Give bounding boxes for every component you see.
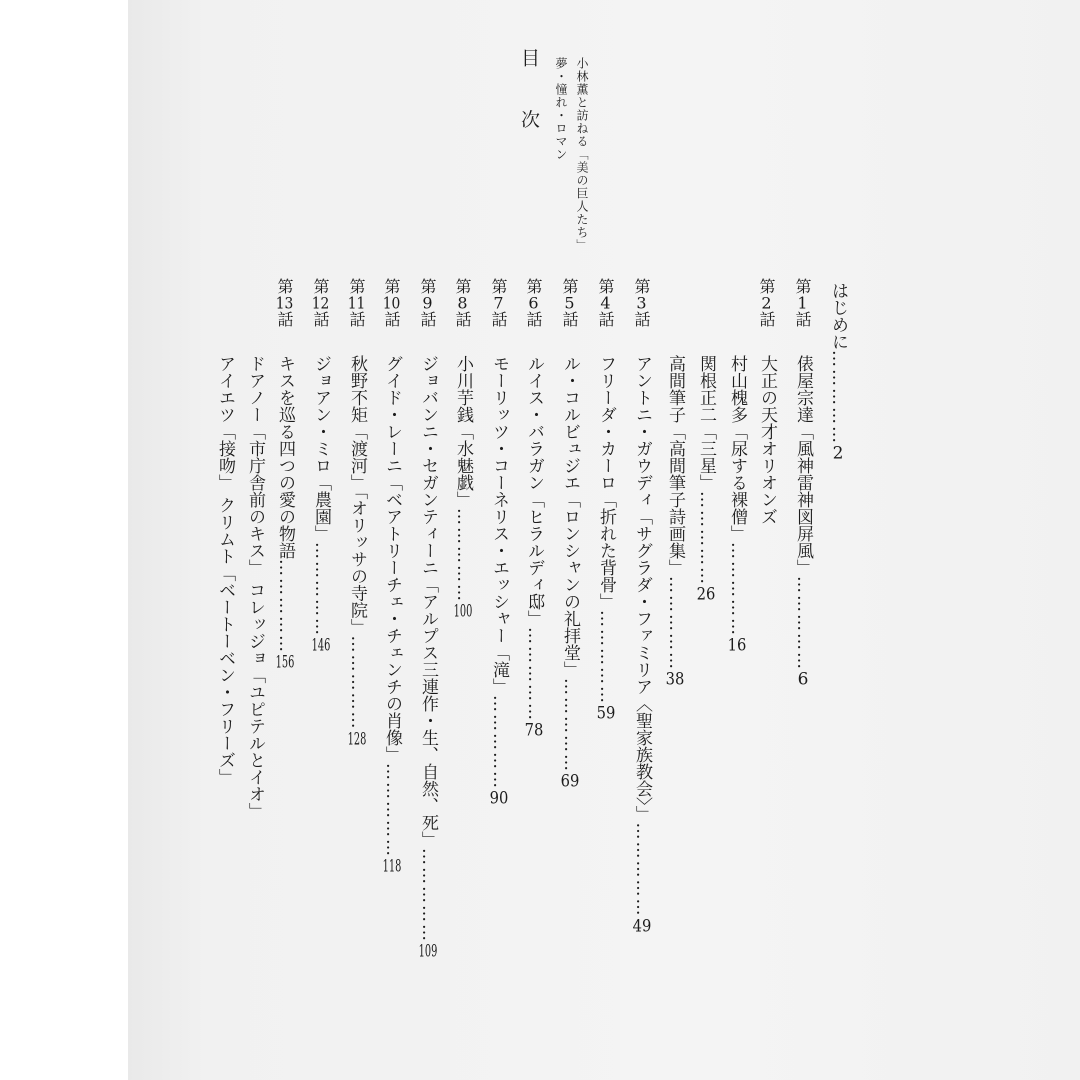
dot-leader: …………… [596,610,616,705]
chapter-number-value: 2 [761,295,772,311]
chapter-12-number: 第12話 [311,278,330,328]
chapter-number-value: 7 [493,295,504,311]
dot-leader: …………… [489,695,509,790]
entry-title: フリーダ・カーロ「折れた背骨」 [596,355,616,610]
page-number: 156 [275,654,295,671]
chapter-8-number: 第8話 [453,278,472,328]
page-number: 16 [727,637,747,654]
dot-leader: …………… [632,822,652,918]
chapter-number-value: 13 [275,295,294,311]
page-number: 90 [489,790,509,807]
toc-entry-chapter-12 [348,355,365,748]
entry-title: ジョアン・ミロ「農園」 [311,355,331,542]
toc-entry-kiss-stories-line3 [216,355,233,785]
chapter-7-number: 第7話 [489,278,508,328]
toc-entry-chapter-2 [758,355,775,525]
page-number: 49 [632,917,652,935]
dot-leader: …………… [418,848,438,943]
entry-title: ジョバンニ・セガンティーニ「アルプス三連作・生、自然、死」 [418,355,438,848]
dot-leader: …………… [828,350,848,445]
dot-leader: …………… [524,627,544,722]
entry-title: 関根正二「三星」 [696,355,716,491]
dot-leader: …………… [311,542,331,637]
toc-entry-chapter-8 [490,355,507,807]
book-subtitle-tagline: 夢・憧れ・ロマン [554,57,568,161]
entry-title: 小川芋銭「水魅戯」 [453,355,473,508]
toc-title: 目 次 [518,48,540,147]
book-subtitle-main: 小林薫と訪ねる「美の巨人たち」 [575,57,589,252]
entry-title: キスを巡る四つの愛の物語 [275,355,295,559]
chapter-10-number: 第10話 [382,278,401,328]
chapter-number-value: 10 [382,295,401,311]
toc-entry-chapter-7 [525,355,542,739]
page-number: 26 [696,586,716,603]
entry-title: アイエツ「接吻」 クリムト「ベートーベン・フリーズ」 [215,355,235,786]
chapter-1-number: 第1話 [793,278,812,328]
toc-entry-chapter-11 [383,355,400,875]
chapter-2-number: 第2話 [757,278,776,328]
dot-leader: …………… [727,542,747,637]
entry-title: グイド・レーニ「ベアトリーチェ・チェンチの肖像」 [382,355,402,763]
chapter-number-value: 12 [311,295,330,311]
dot-leader: …………… [696,491,716,586]
page-number: 38 [665,671,685,688]
chapter-5-number: 第5話 [560,278,579,328]
page-number: 2 [832,445,844,462]
page-number: 146 [311,637,331,654]
chapter-number-value: 6 [528,295,539,311]
entry-title: ル・コルビュジエ「ロンシャンの礼拝堂」 [560,355,580,678]
entry-title: 俵屋宗達「風神雷神図屏風」 [793,355,813,576]
chapter-3-number: 第3話 [632,278,651,328]
dot-leader: …………… [665,576,685,671]
dot-leader: …………… [453,508,473,603]
chapter-6-number: 第6話 [524,278,543,328]
dot-leader: …………… [382,763,402,858]
toc-entry-chapter-9 [454,355,471,620]
page-number: 69 [560,773,580,790]
page-number: 118 [382,858,402,875]
page-number: 59 [596,705,616,722]
toc-entry-kiss-stories [276,355,293,671]
toc-entry-chapter-1 [794,355,811,688]
toc-entry-kiss-stories-line2 [246,355,263,819]
entry-title: アントニ・ガウディ「サグラダ・ファミリア〈聖家族教会〉」 [632,355,652,823]
entry-title: モーリッツ・コーネリス・エッシャー「滝」 [489,355,509,695]
page-number: 6 [797,671,809,688]
page-number: 100 [453,603,473,620]
toc-entry-chapter-13 [312,355,329,654]
entry-title: 高間筆子「高間筆子詩画集」 [665,355,685,576]
chapter-4-number: 第4話 [596,278,615,328]
entry-title: はじめに [828,282,848,350]
page-number: 109 [418,943,438,960]
chapter-number-value: 11 [347,295,366,311]
toc-entry-foreword [829,282,846,462]
entry-title: ドアノー「市庁舎前のキス」 コレッジョ「ユピテルとイオ」 [245,355,265,820]
chapter-number-value: 4 [600,295,611,311]
chapter-number-value: 9 [422,295,433,311]
chapter-9-number: 第9話 [418,278,437,328]
chapter-13-number: 第13話 [275,278,294,328]
toc-entry-chapter-5 [597,355,614,722]
toc-entry-chapter-10 [419,355,436,960]
toc-entry-chapter-4 [633,355,650,935]
entry-title: 大正の天才オリオンズ [757,355,777,525]
entry-title: ルイス・バラガン「ヒラルディ邸」 [524,355,544,627]
toc-entry-chapter-2-part-b [697,355,714,603]
chapter-number-value: 5 [564,295,575,311]
entry-title: 村山槐多「尿する裸僧」 [727,355,747,542]
chapter-number-value: 1 [797,295,808,311]
dot-leader: …………… [793,576,813,671]
toc-entry-chapter-2-part-a [728,355,745,654]
dot-leader: …………… [560,678,580,773]
page-number: 128 [347,730,367,748]
dot-leader: …………… [347,635,367,731]
page-number: 78 [524,722,544,739]
toc-entry-chapter-3 [666,355,683,688]
entry-title: 秋野不矩「渡河」「オリッサの寺院」 [347,355,367,636]
chapter-number-value: 8 [457,295,468,311]
toc-entry-chapter-6 [561,355,578,790]
dot-leader: …………… [275,559,295,654]
chapter-number-value: 3 [636,295,647,311]
chapter-11-number: 第11話 [347,278,366,328]
